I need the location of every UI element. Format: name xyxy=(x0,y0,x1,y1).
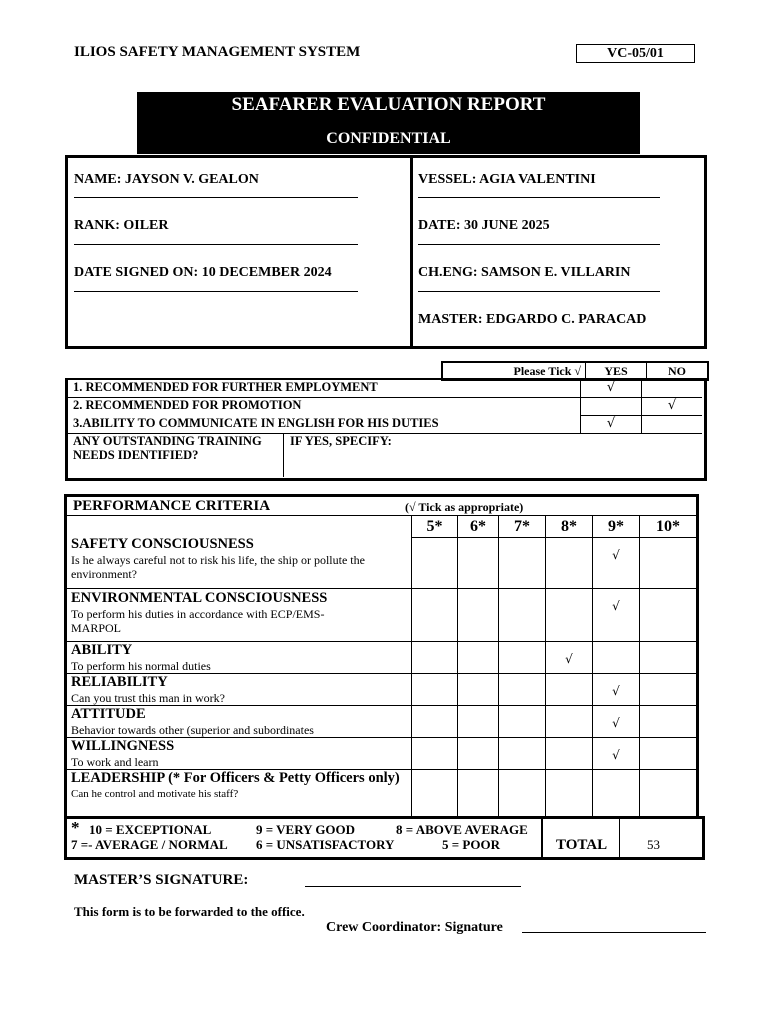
criteria-name: ATTITUDE xyxy=(71,706,146,722)
tick-note: (√ Tick as appropriate) xyxy=(405,500,524,514)
score-header-8: 8* xyxy=(546,516,593,538)
rec-item-promotion: 2. RECOMMENDED FOR PROMOTION xyxy=(73,398,302,412)
total-value-divider xyxy=(619,816,620,857)
document-code: VC-05/01 xyxy=(576,44,695,63)
criteria-cell-safety xyxy=(66,516,412,589)
score-header-9: 9* xyxy=(593,516,640,538)
score-header-10: 10* xyxy=(640,516,698,538)
environmental-tick-7[interactable] xyxy=(499,589,546,642)
leadership-tick-5[interactable] xyxy=(412,770,458,818)
score-header-7: 7* xyxy=(499,516,546,538)
master-signature-label: MASTER’S SIGNATURE: xyxy=(74,872,249,888)
rec-english-yes[interactable]: √ xyxy=(606,416,616,431)
safety-tick-5[interactable] xyxy=(412,538,458,589)
reliability-tick-5[interactable] xyxy=(412,674,458,706)
safety-tick-10[interactable] xyxy=(640,538,698,589)
legend-unsatisfactory: 6 = UNSATISFACTORY xyxy=(256,837,395,852)
date-signed-field: DATE SIGNED ON: 10 DECEMBER 2024 xyxy=(74,265,332,280)
training-divider xyxy=(283,433,284,477)
reliability-tick-7[interactable] xyxy=(499,674,546,706)
criteria-desc: Is he always careful not to risk his life, the ship or pollute the environment? xyxy=(71,553,365,581)
report-banner xyxy=(137,92,640,154)
criteria-desc: Behavior towards other (superior and subordinates xyxy=(71,723,314,737)
info-divider xyxy=(410,155,413,349)
legend-exceptional: 10 = EXCEPTIONAL xyxy=(89,822,212,837)
reliability-tick-9[interactable]: √ xyxy=(593,674,640,706)
environmental-tick-9[interactable]: √ xyxy=(593,589,640,642)
willingness-tick-10[interactable] xyxy=(640,738,698,770)
name-field: NAME: JAYSON V. GEALON xyxy=(74,172,259,187)
criteria-desc: To perform his duties in accordance with ECP/EMS-MARPOL xyxy=(71,607,325,635)
crew-coordinator-label: Crew Coordinator: Signature xyxy=(326,920,503,935)
forward-note: This form is to be forwarded to the office. xyxy=(74,904,305,919)
leadership-tick-7[interactable] xyxy=(499,770,546,818)
criteria-name: WILLINGNESS xyxy=(71,738,175,754)
rec-item-employment: 1. RECOMMENDED FOR FURTHER EMPLOYMENT xyxy=(73,380,378,394)
score-header-6: 6* xyxy=(458,516,499,538)
please-tick-label: Please Tick √ xyxy=(442,362,586,380)
ability-tick-8[interactable]: √ xyxy=(546,642,593,674)
environmental-tick-6[interactable] xyxy=(458,589,499,642)
criteria-cell-attitude xyxy=(66,706,412,738)
reliability-tick-10[interactable] xyxy=(640,674,698,706)
date-field: DATE: 30 JUNE 2025 xyxy=(418,218,550,233)
rec-promotion-no[interactable]: √ xyxy=(667,398,677,413)
report-title: SEAFARER EVALUATION REPORT xyxy=(231,94,546,115)
yes-header: YES xyxy=(586,362,647,380)
leadership-tick-6[interactable] xyxy=(458,770,499,818)
training-label: ANY OUTSTANDING TRAINING NEEDS IDENTIFIED? xyxy=(73,434,262,462)
vessel-field: VESSEL: AGIA VALENTINI xyxy=(418,172,596,187)
criteria-name: RELIABILITY xyxy=(71,674,168,690)
master-signature-line[interactable] xyxy=(305,886,521,887)
criteria-name: ENVIRONMENTAL CONSCIOUSNESS xyxy=(71,590,328,606)
date-underline xyxy=(418,244,660,245)
criteria-desc: Can you trust this man in work? xyxy=(71,691,225,705)
confidential-label: CONFIDENTIAL xyxy=(326,130,451,147)
master-field: MASTER: EDGARDO C. PARACAD xyxy=(418,312,647,327)
criteria-name: ABILITY xyxy=(71,642,133,658)
safety-tick-9[interactable]: √ xyxy=(593,538,640,589)
specify-label: IF YES, SPECIFY: xyxy=(290,434,392,448)
ability-tick-10[interactable] xyxy=(640,642,698,674)
criteria-cell-reliability xyxy=(66,674,412,706)
willingness-tick-9[interactable]: √ xyxy=(593,738,640,770)
legend-very-good: 9 = VERY GOOD xyxy=(256,822,356,837)
crew-coordinator-signature-line[interactable] xyxy=(522,932,706,933)
safety-tick-6[interactable] xyxy=(458,538,499,589)
date-signed-underline xyxy=(74,291,358,292)
attitude-tick-10[interactable] xyxy=(640,706,698,738)
safety-tick-8[interactable] xyxy=(546,538,593,589)
safety-tick-7[interactable] xyxy=(499,538,546,589)
ability-tick-5[interactable] xyxy=(412,642,458,674)
rank-field: RANK: OILER xyxy=(74,218,169,233)
performance-table xyxy=(64,494,699,819)
leadership-tick-9[interactable] xyxy=(593,770,640,818)
score-header-5: 5* xyxy=(412,516,458,538)
total-divider xyxy=(541,816,543,857)
criteria-cell-leadership xyxy=(66,770,412,818)
ability-tick-7[interactable] xyxy=(499,642,546,674)
rec-item-english: 3.ABILITY TO COMMUNICATE IN ENGLISH FOR HIS DUTIES xyxy=(73,416,439,430)
rec-employment-yes[interactable]: √ xyxy=(606,380,616,395)
criteria-cell-environmental xyxy=(66,589,412,642)
willingness-tick-7[interactable] xyxy=(499,738,546,770)
total-label: TOTAL xyxy=(556,837,608,853)
attitude-tick-8[interactable] xyxy=(546,706,593,738)
willingness-tick-6[interactable] xyxy=(458,738,499,770)
attitude-tick-7[interactable] xyxy=(499,706,546,738)
criteria-name: LEADERSHIP (* For Officers & Petty Officers only) xyxy=(71,770,400,786)
leadership-tick-8[interactable] xyxy=(546,770,593,818)
attitude-tick-5[interactable] xyxy=(412,706,458,738)
rank-underline xyxy=(74,244,358,245)
criteria-name: SAFETY CONSCIOUSNESS xyxy=(71,536,254,552)
ability-tick-9[interactable] xyxy=(593,642,640,674)
no-header: NO xyxy=(647,362,709,380)
cheng-field: CH.ENG: SAMSON E. VILLARIN xyxy=(418,265,631,280)
reliability-tick-6[interactable] xyxy=(458,674,499,706)
performance-title-row xyxy=(66,496,698,516)
legend-above-average: 8 = ABOVE AVERAGE xyxy=(396,822,528,837)
vessel-underline xyxy=(418,197,660,198)
willingness-tick-8[interactable] xyxy=(546,738,593,770)
ability-tick-6[interactable] xyxy=(458,642,499,674)
criteria-cell-willingness xyxy=(66,738,412,770)
environmental-tick-5[interactable] xyxy=(412,589,458,642)
name-underline xyxy=(74,197,358,198)
environmental-tick-10[interactable] xyxy=(640,589,698,642)
attitude-tick-9[interactable]: √ xyxy=(593,706,640,738)
performance-title: PERFORMANCE CRITERIA xyxy=(73,498,271,514)
criteria-desc: To work and learn xyxy=(71,755,159,769)
leadership-tick-10[interactable] xyxy=(640,770,698,818)
total-value: 53 xyxy=(647,837,660,852)
criteria-desc: Can he control and motivate his staff? xyxy=(71,788,239,800)
legend-average: 7 =- AVERAGE / NORMAL xyxy=(71,837,228,852)
legend-star: * xyxy=(71,818,80,837)
cheng-underline xyxy=(418,291,660,292)
reliability-tick-8[interactable] xyxy=(546,674,593,706)
legend-poor: 5 = POOR xyxy=(442,837,500,852)
system-title: ILIOS SAFETY MANAGEMENT SYSTEM xyxy=(74,44,361,60)
criteria-desc: To perform his normal duties xyxy=(71,659,211,673)
attitude-tick-6[interactable] xyxy=(458,706,499,738)
criteria-cell-ability xyxy=(66,642,412,674)
willingness-tick-5[interactable] xyxy=(412,738,458,770)
environmental-tick-8[interactable] xyxy=(546,589,593,642)
